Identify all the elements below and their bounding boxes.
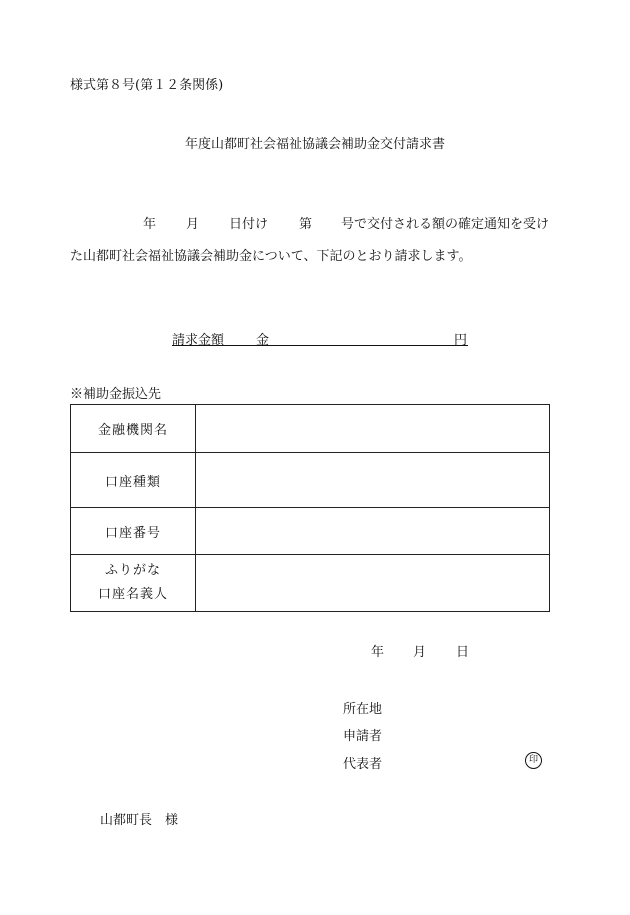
bank-name-label: 金融機関名 bbox=[71, 405, 196, 453]
body-number-prefix: 第 bbox=[299, 217, 313, 232]
seal-mark: 印 bbox=[525, 752, 542, 769]
account-number-field[interactable] bbox=[196, 508, 550, 555]
address-label: 所在地 bbox=[343, 702, 383, 717]
account-type-field[interactable] bbox=[196, 453, 550, 508]
account-number-label: 口座番号 bbox=[71, 508, 196, 555]
account-holder-field[interactable] bbox=[196, 555, 550, 612]
body-line-2: た山都町社会福祉協議会補助金について、下記のとおり請求します。 bbox=[70, 249, 472, 264]
date-year: 年 bbox=[371, 645, 385, 660]
claim-amount-row bbox=[172, 329, 468, 346]
claim-kin: 金 bbox=[256, 333, 270, 348]
date-month: 月 bbox=[413, 645, 427, 660]
body-line1-rest: 号で交付される額の確定通知を受け bbox=[341, 217, 550, 232]
body-dated: 日付け bbox=[229, 217, 269, 232]
addressee: 山都町長 様 bbox=[100, 813, 179, 828]
furigana-label: ふりがな bbox=[104, 563, 161, 578]
account-holder-label bbox=[71, 555, 196, 612]
document-title: 年度山都町社会福祉協議会補助金交付請求書 bbox=[184, 137, 445, 152]
account-holder-name-label: 口座名義人 bbox=[97, 587, 168, 602]
representative-label: 代表者 bbox=[343, 757, 383, 772]
table-row bbox=[71, 453, 550, 508]
table-row bbox=[71, 555, 550, 612]
claim-yen: 円 bbox=[454, 333, 468, 348]
form-number: 様式第８号(第１２条関係) bbox=[70, 78, 224, 93]
date-day: 日 bbox=[456, 645, 470, 660]
body-month: 月 bbox=[186, 217, 200, 232]
table-row bbox=[71, 508, 550, 555]
account-type-label: 口座種類 bbox=[71, 453, 196, 508]
table-row bbox=[71, 405, 550, 453]
claim-label: 請求金額 bbox=[172, 333, 225, 348]
bank-heading: ※補助金振込先 bbox=[70, 387, 162, 402]
bank-name-field[interactable] bbox=[196, 405, 550, 453]
body-year: 年 bbox=[143, 217, 157, 232]
bank-account-table bbox=[70, 404, 550, 612]
applicant-label: 申請者 bbox=[343, 729, 383, 744]
